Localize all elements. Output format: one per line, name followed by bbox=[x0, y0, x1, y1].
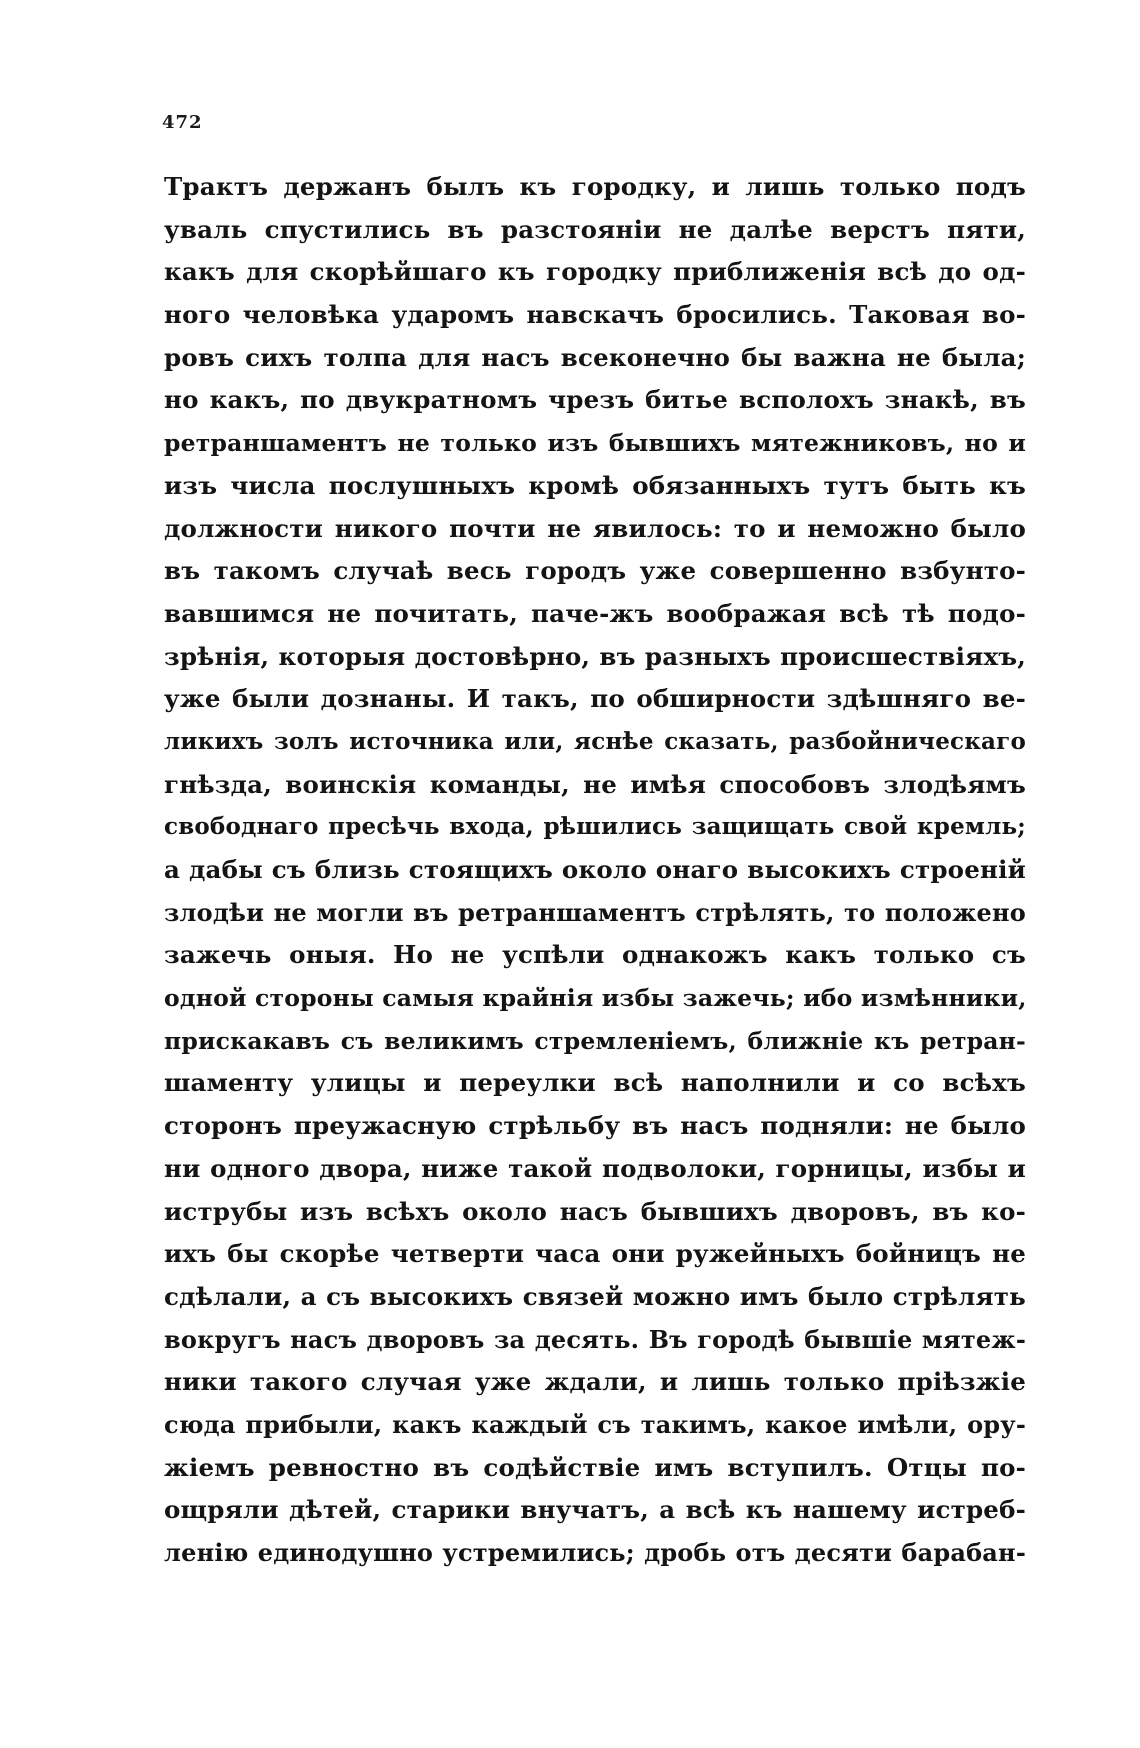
body-text bbox=[164, 166, 1026, 1575]
text-line: въ такомъ случаѣ весь городъ уже совершенно взбунто- bbox=[164, 556, 1026, 586]
text-line: сторонъ преужасную стрѣльбу въ насъ подняли: не было bbox=[164, 1111, 1026, 1141]
text-line: злодѣи не могли въ ретраншаментъ стрѣлять, то положено bbox=[164, 897, 1026, 927]
text-line: уже были дознаны. И такъ, по обширности здѣшняго ве- bbox=[164, 684, 1026, 714]
text-line: ихъ бы скорѣе четверти часа они ружейныхъ бойницъ не bbox=[164, 1239, 1026, 1269]
text-line: шаменту улицы и переулки всѣ наполнили и со всѣхъ bbox=[164, 1068, 1026, 1098]
text-line: гнѣзда, воинскія команды, не имѣя способовъ злодѣямъ bbox=[164, 769, 1026, 799]
text-line: свободнаго пресѣчь входа, рѣшились защищать свой кремль; bbox=[164, 813, 1026, 841]
text-line: вавшимся не почитать, паче-жъ воображая всѣ тѣ подо- bbox=[164, 598, 1026, 628]
text-line: ретраншаментъ не только изъ бывшихъ мятежниковъ, но и bbox=[164, 429, 1026, 458]
text-line: но какъ, по двукратномъ чрезъ битье всполохъ знакѣ, въ bbox=[164, 385, 1026, 415]
text-line: ни одного двора, ниже такой подволоки, горницы, избы и bbox=[164, 1153, 1026, 1183]
text-line: ники такого случая уже ждали, и лишь только пріѣзжіе bbox=[164, 1367, 1026, 1397]
text-line: одной стороны самыя крайнія избы зажечь; ибо измѣнники, bbox=[164, 984, 1027, 1013]
text-line: ного человѣка ударомъ навскачъ бросились. Таковая во- bbox=[164, 300, 1026, 330]
text-line: а дабы съ близь стоящихъ около онаго высокихъ строеній bbox=[164, 855, 1026, 884]
text-line: сдѣлали, а съ высокихъ связей можно имъ было стрѣлять bbox=[164, 1281, 1026, 1311]
text-line: прискакавъ съ великимъ стремленіемъ, ближніе къ ретран- bbox=[164, 1026, 1026, 1055]
text-line: какъ для скорѣйшаго къ городку приближенія всѣ до од- bbox=[164, 257, 1026, 287]
text-line: уваль спустились въ разстояніи не далѣе верстъ пяти, bbox=[164, 214, 1026, 244]
text-line: иструбы изъ всѣхъ около насъ бывшихъ дворовъ, въ ко- bbox=[164, 1196, 1026, 1226]
page-number: 472 bbox=[162, 112, 203, 133]
text-line: зрѣнія, которыя достовѣрно, въ разныхъ происшествіяхъ, bbox=[164, 641, 1026, 671]
text-line: изъ числа послушныхъ кромѣ обязанныхъ тутъ быть къ bbox=[164, 470, 1026, 500]
text-line: ликихъ золъ источника или, яснѣе сказать, разбойническаго bbox=[164, 727, 1026, 755]
text-line: ленію единодушно устремились; дробь отъ десяти барабан- bbox=[164, 1538, 1026, 1567]
text-line: Трактъ держанъ былъ къ городку, и лишь только подъ bbox=[164, 172, 1026, 201]
text-line: сюда прибыли, какъ каждый съ такимъ, какое имѣли, ору- bbox=[164, 1409, 1026, 1439]
text-line: ощряли дѣтей, старики внучатъ, а всѣ къ нашему истреб- bbox=[164, 1495, 1026, 1525]
text-line: ровъ сихъ толпа для насъ всеконечно бы важна не была; bbox=[164, 342, 1026, 372]
text-line: вокругъ насъ дворовъ за десять. Въ городѣ бывшіе мятеж- bbox=[164, 1324, 1026, 1354]
text-line: зажечь оныя. Но не успѣли однакожъ какъ только съ bbox=[164, 940, 1026, 970]
text-line: должности никого почти не явилось: то и неможно было bbox=[164, 513, 1026, 543]
text-line: жіемъ ревностно въ содѣйствіе имъ вступилъ. Отцы по- bbox=[164, 1452, 1026, 1482]
